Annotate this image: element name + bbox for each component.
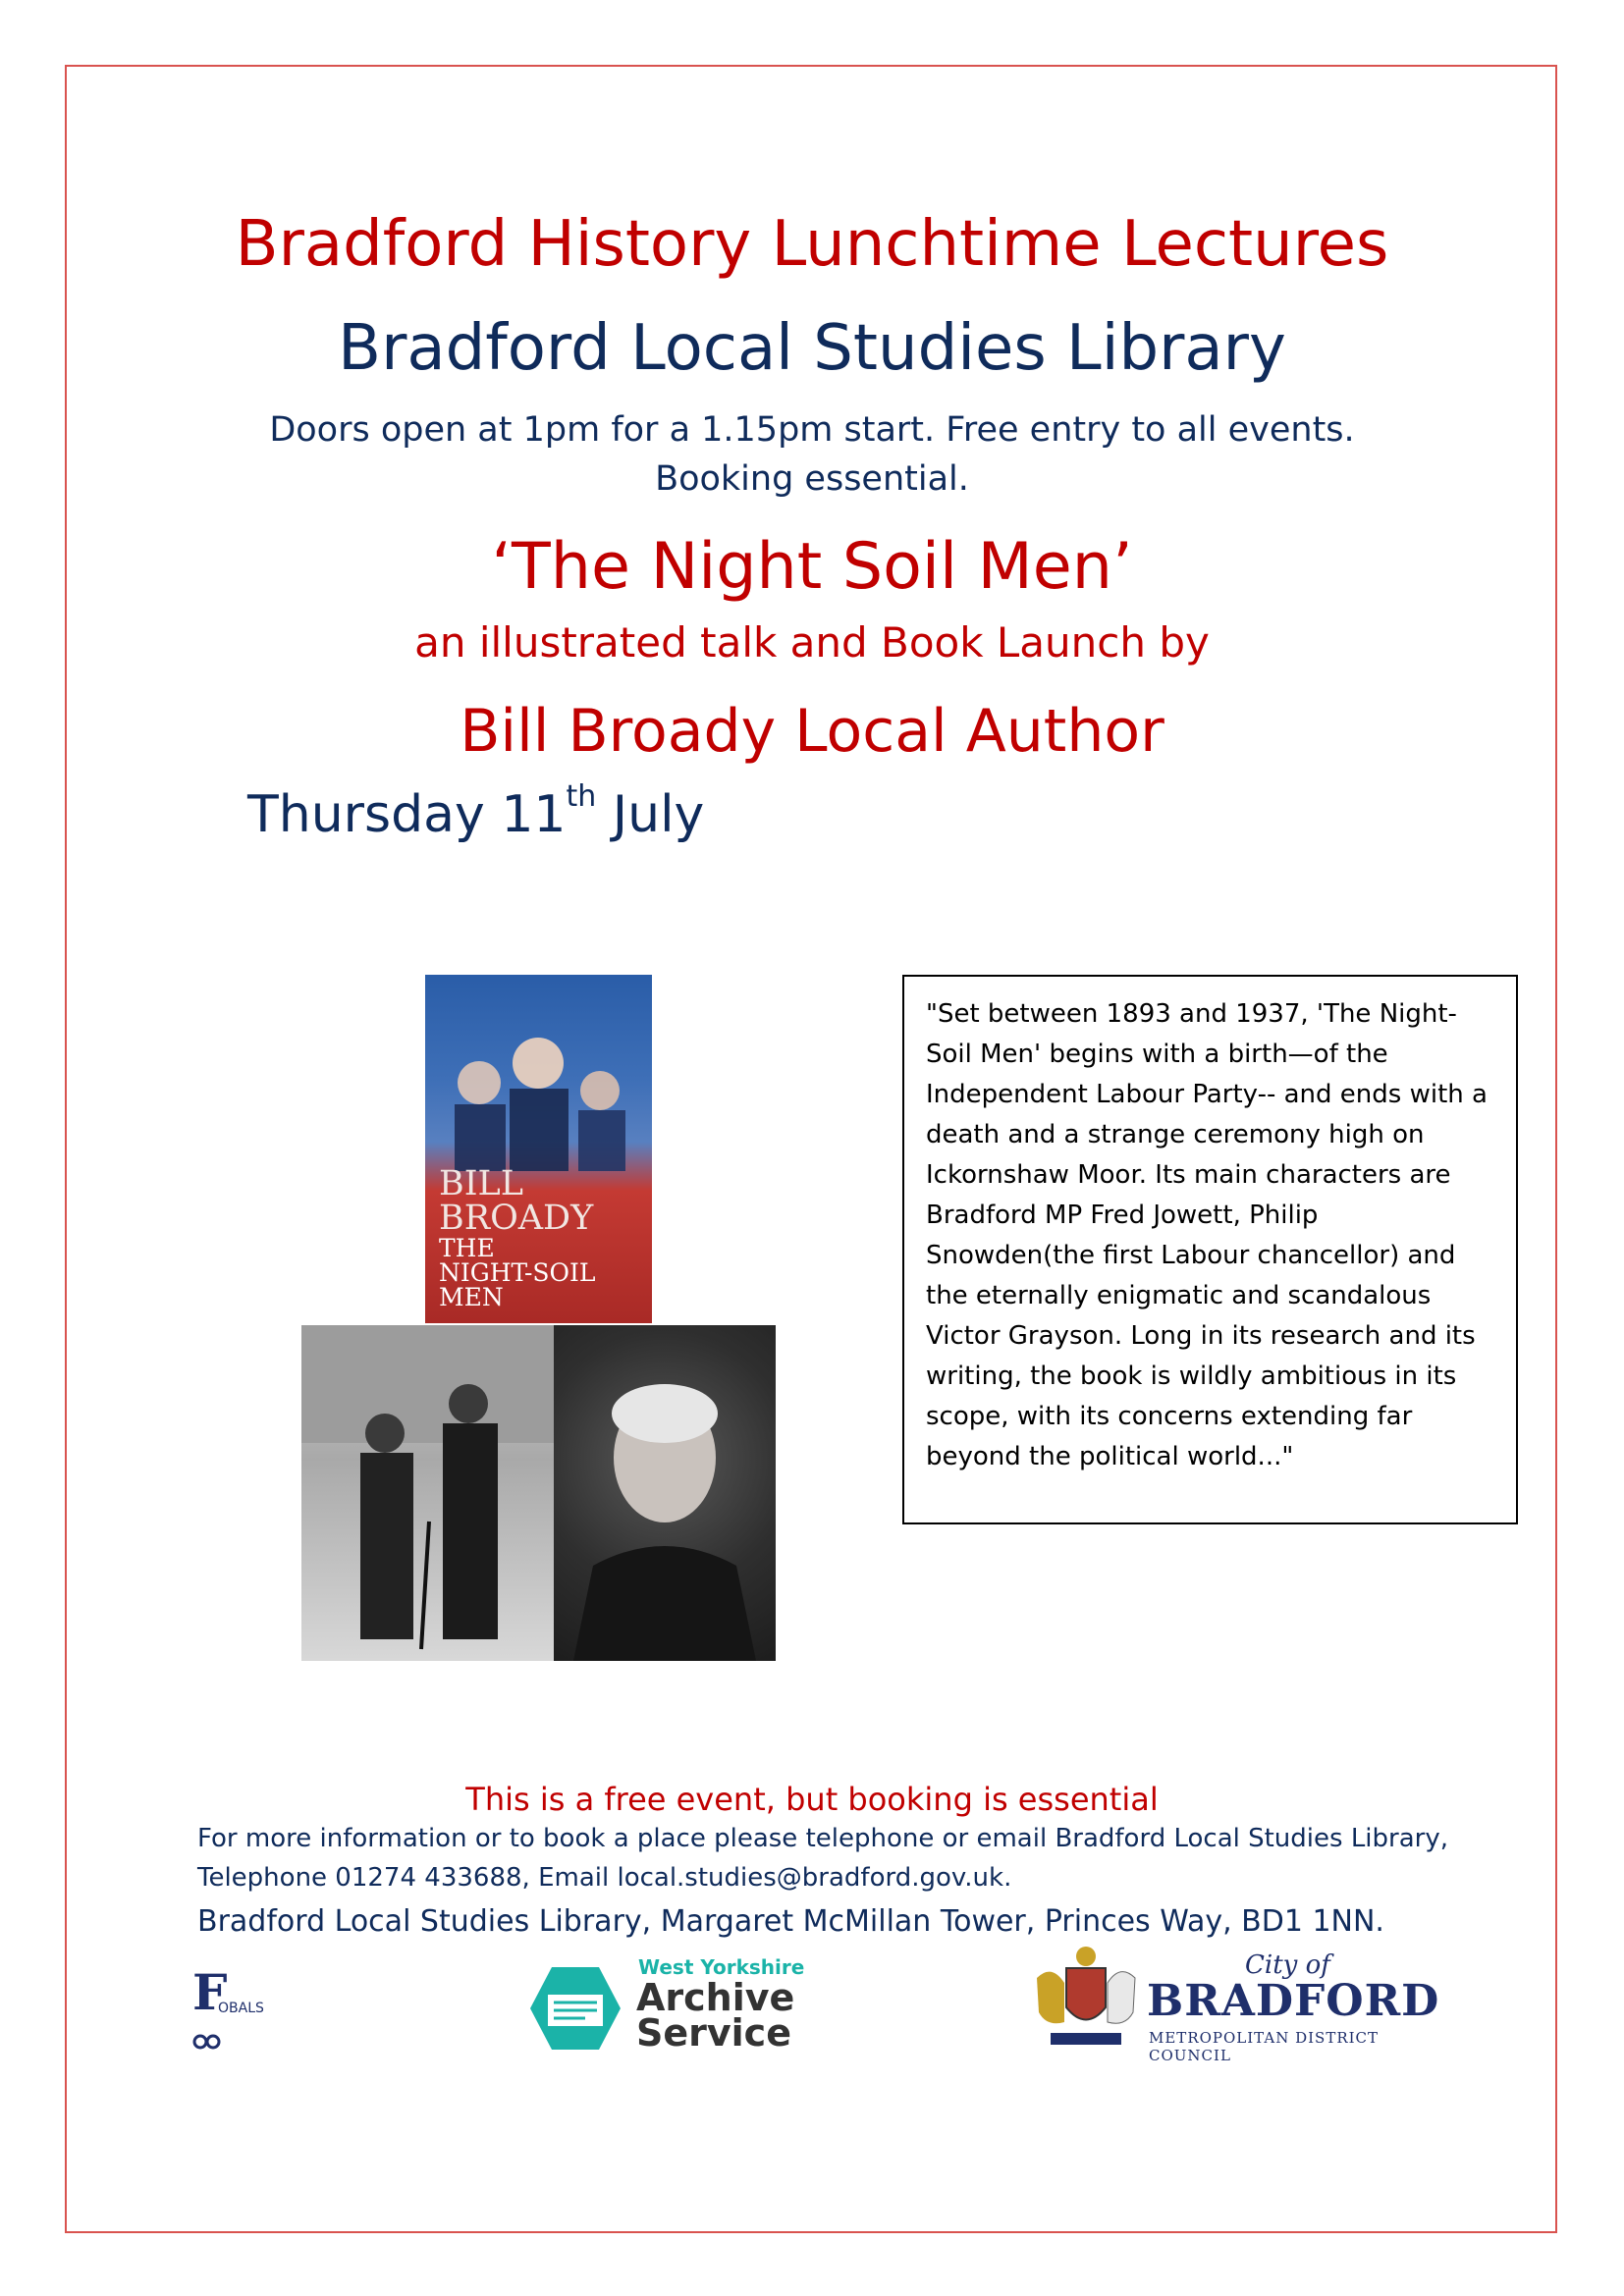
wyas-line3: Service	[636, 2011, 791, 2055]
key-icon	[192, 2020, 222, 2052]
address: Bradford Local Studies Library, Margaret McMillan Tower, Princes Way, BD1 1NN.	[197, 1904, 1384, 1939]
bradford-council-logo	[1027, 1939, 1439, 2066]
west-yorkshire-archive-logo	[528, 1955, 823, 2054]
book-description-box	[902, 975, 1518, 1524]
cover-title	[439, 1164, 645, 1311]
speaker-name: Bill Broady Local Author	[460, 697, 1164, 766]
booking-note: Booking essential.	[655, 459, 969, 499]
date-month: July	[596, 785, 705, 844]
fobals-logo	[192, 1963, 291, 2052]
cover-title-men: MEN	[439, 1283, 504, 1311]
event-subtitle: an illustrated talk and Book Launch by	[414, 618, 1210, 667]
coat-of-arms-icon	[1027, 1939, 1145, 2056]
venue-title: Bradford Local Studies Library	[338, 312, 1286, 385]
wyas-line2: Archive	[636, 1976, 795, 2019]
historic-photo-figures	[301, 1325, 554, 1661]
wyas-line1: West Yorkshire	[638, 1955, 805, 1979]
contact-details: Telephone 01274 433688, Email local.studies@bradford.gov.uk.	[197, 1863, 1012, 1893]
lecture-series-title: Bradford History Lunchtime Lectures	[235, 208, 1389, 281]
event-title: ‘The Night Soil Men’	[491, 530, 1133, 604]
bradford-council-text: METROPOLITAN DISTRICT COUNCIL	[1149, 2029, 1380, 2064]
cover-author-first: BILL	[439, 1164, 524, 1203]
bradford-city-of: City of	[1245, 1950, 1330, 1980]
cover-author-last: BROADY	[439, 1199, 594, 1238]
book-description: "Set between 1893 and 1937, 'The Night-Soil Men' begins with a birth—of the Independent Labour Party-- and ends with a death and a strange ceremony high on Ickornshaw Moor. Its main characters are Bradford MP Fred Jowett, Philip Snowden(the first Labour chancellor) and the eternally enigmatic and scandalous Victor Grayson. Long in its research and its writing, the book is wildly ambitious in its scope, with its concerns extending far beyond the political world..."	[926, 999, 1488, 1471]
event-date	[247, 779, 705, 844]
cover-title-nightsoil: NIGHT-SOIL	[439, 1258, 596, 1287]
cover-portraits	[435, 1014, 642, 1171]
author-photo-figure	[554, 1325, 776, 1661]
free-event-notice: This is a free event, but booking is essential	[465, 1781, 1159, 1818]
archive-hexagon-icon	[528, 1965, 623, 2052]
cover-title-the: THE	[439, 1234, 495, 1262]
fobals-text: OBALS	[218, 2001, 264, 2016]
contact-info: For more information or to book a place please telephone or email Bradford Local Studies Library,	[197, 1824, 1448, 1853]
fobals-letter: F	[192, 1963, 228, 2021]
historic-photo	[301, 1325, 554, 1661]
author-photo	[554, 1325, 776, 1661]
date-day: Thursday 11	[247, 785, 567, 844]
bradford-name: BRADFORD	[1147, 1976, 1440, 2026]
date-suffix: th	[566, 779, 597, 814]
doors-info: Doors open at 1pm for a 1.15pm start. Free entry to all events.	[269, 410, 1355, 450]
book-cover-image	[425, 975, 652, 1323]
